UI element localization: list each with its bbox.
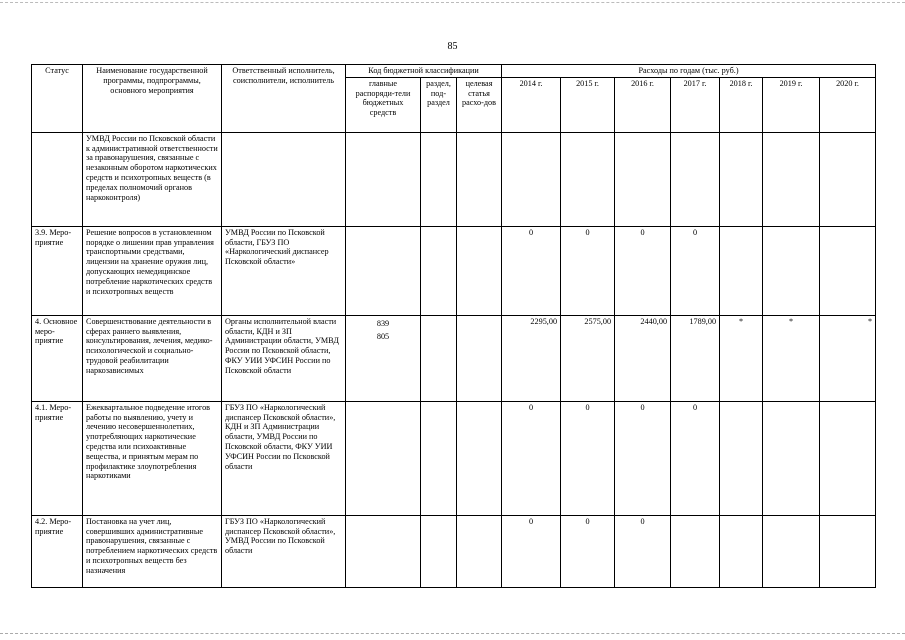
value-2018 xyxy=(720,515,763,587)
table-body xyxy=(32,132,876,587)
value-2018 xyxy=(720,401,763,515)
table-row xyxy=(32,515,876,587)
value-2020 xyxy=(820,132,876,226)
header-year-2020: 2020 г. xyxy=(820,77,876,132)
row-grbs xyxy=(346,401,421,515)
row-grbs xyxy=(346,226,421,315)
scan-edge-bottom xyxy=(0,633,905,635)
header-expenses: Расходы по годам (тыс. руб.) xyxy=(502,65,876,78)
row-rzpr xyxy=(421,132,457,226)
value-2019 xyxy=(763,226,820,315)
value-2016: 0 xyxy=(615,515,671,587)
value-2016 xyxy=(615,132,671,226)
row-status: 3.9. Меро-приятие xyxy=(32,226,83,315)
header-budget-code: Код бюджетной классификации xyxy=(346,65,502,78)
value-2016: 2440,00 xyxy=(615,315,671,401)
header-rzpr: раздел, под-раздел xyxy=(421,77,457,132)
value-2017: 1789,00 xyxy=(671,315,720,401)
value-2014: 2295,00 xyxy=(502,315,561,401)
value-2016: 0 xyxy=(615,401,671,515)
row-name: Ежеквартальное подведение итогов работы по выявлению, учету и лечению несовершеннолетних, употребляющих наркотические средства или психоактивные вещества, и принятым мерам по профилактике злоупотребления наркотиками xyxy=(83,401,222,515)
value-2015: 2575,00 xyxy=(561,315,615,401)
value-2018 xyxy=(720,132,763,226)
value-2014: 0 xyxy=(502,401,561,515)
value-2018: * xyxy=(720,315,763,401)
table-row xyxy=(32,132,876,226)
row-name: Совершенствование деятельности в сферах раннего выявления, консультирования, лечения, медико-психологической и социально-трудовой реабилитации наркозависимых xyxy=(83,315,222,401)
value-2017: 0 xyxy=(671,401,720,515)
row-name: УМВД России по Псковской области к административной ответственности за правонарушения, связанные с незаконным оборотом наркотических средств и психотропных веществ (в пределах полномочий органов наркоконтроля) xyxy=(83,132,222,226)
header-year-2018: 2018 г. xyxy=(720,77,763,132)
row-rzpr xyxy=(421,226,457,315)
grbs-code: 839 xyxy=(376,318,390,328)
header-csr: целевая статья расхо-дов xyxy=(457,77,502,132)
row-status: 4. Основное меро-приятие xyxy=(32,315,83,401)
row-rzpr xyxy=(421,515,457,587)
header-year-2019: 2019 г. xyxy=(763,77,820,132)
value-2018 xyxy=(720,226,763,315)
table-row xyxy=(32,401,876,515)
value-2017: 0 xyxy=(671,226,720,315)
table-row xyxy=(32,226,876,315)
header-name: Наименование государственной программы, подпрограммы, основного мероприятия xyxy=(83,65,222,133)
value-2015 xyxy=(561,132,615,226)
value-2014: 0 xyxy=(502,515,561,587)
row-responsible: ГБУЗ ПО «Наркологический диспансер Псковской области», КДН и ЗП Администрации области, УМВД России по Псковской области, ФКУ УИИ УФСИН России по Псковской области xyxy=(222,401,346,515)
value-2019: * xyxy=(763,315,820,401)
row-rzpr xyxy=(421,315,457,401)
header-year-2016: 2016 г. xyxy=(615,77,671,132)
row-name: Решение вопросов в установленном порядке о лишении прав управления транспортными средствами, лицензии на хранение оружия лиц, допускающих немедицинское потребление наркотических средств и психотропных веществ xyxy=(83,226,222,315)
row-status xyxy=(32,132,83,226)
row-responsible: ГБУЗ ПО «Наркологический диспансер Псковской области», УМВД России по Псковской области xyxy=(222,515,346,587)
table-row xyxy=(32,315,876,401)
value-2015: 0 xyxy=(561,226,615,315)
row-csr xyxy=(457,401,502,515)
scan-edge-top xyxy=(0,2,905,4)
value-2015: 0 xyxy=(561,515,615,587)
page-number: 85 xyxy=(447,41,458,52)
row-csr xyxy=(457,226,502,315)
row-responsible: Органы исполнительной власти области, КДН и ЗП Администрации области, УМВД России по Псковской области, ФКУ УИИ УФСИН России по Псковской области xyxy=(222,315,346,401)
row-responsible: УМВД России по Псковской области, ГБУЗ ПО «Наркологический диспансер Псковской области» xyxy=(222,226,346,315)
value-2014: 0 xyxy=(502,226,561,315)
value-2015: 0 xyxy=(561,401,615,515)
value-2016: 0 xyxy=(615,226,671,315)
row-responsible xyxy=(222,132,346,226)
value-2017 xyxy=(671,515,720,587)
row-grbs xyxy=(346,515,421,587)
header-responsible: Ответственный исполнитель, соисполнители, исполнитель xyxy=(222,65,346,133)
budget-table xyxy=(31,64,876,588)
row-grbs xyxy=(346,315,421,401)
row-status: 4.2. Меро-приятие xyxy=(32,515,83,587)
row-csr xyxy=(457,132,502,226)
value-2014 xyxy=(502,132,561,226)
row-csr xyxy=(457,515,502,587)
header-year-2015: 2015 г. xyxy=(561,77,615,132)
header-year-2017: 2017 г. xyxy=(671,77,720,132)
grbs-code: 805 xyxy=(376,331,390,341)
header-year-2014: 2014 г. xyxy=(502,77,561,132)
row-rzpr xyxy=(421,401,457,515)
row-grbs xyxy=(346,132,421,226)
value-2019 xyxy=(763,515,820,587)
value-2019 xyxy=(763,401,820,515)
value-2019 xyxy=(763,132,820,226)
row-name: Постановка на учет лиц, совершивших административные правонарушения, связанные с потреблением наркотических средств и психотропных веществ без назначения xyxy=(83,515,222,587)
header-status: Статус xyxy=(32,65,83,133)
value-2020: * xyxy=(820,315,876,401)
row-status: 4.1. Меро-приятие xyxy=(32,401,83,515)
header-grbs: главные распоряди-тели бюджетных средств xyxy=(346,77,421,132)
row-csr xyxy=(457,315,502,401)
value-2020 xyxy=(820,515,876,587)
value-2017 xyxy=(671,132,720,226)
value-2020 xyxy=(820,226,876,315)
value-2020 xyxy=(820,401,876,515)
